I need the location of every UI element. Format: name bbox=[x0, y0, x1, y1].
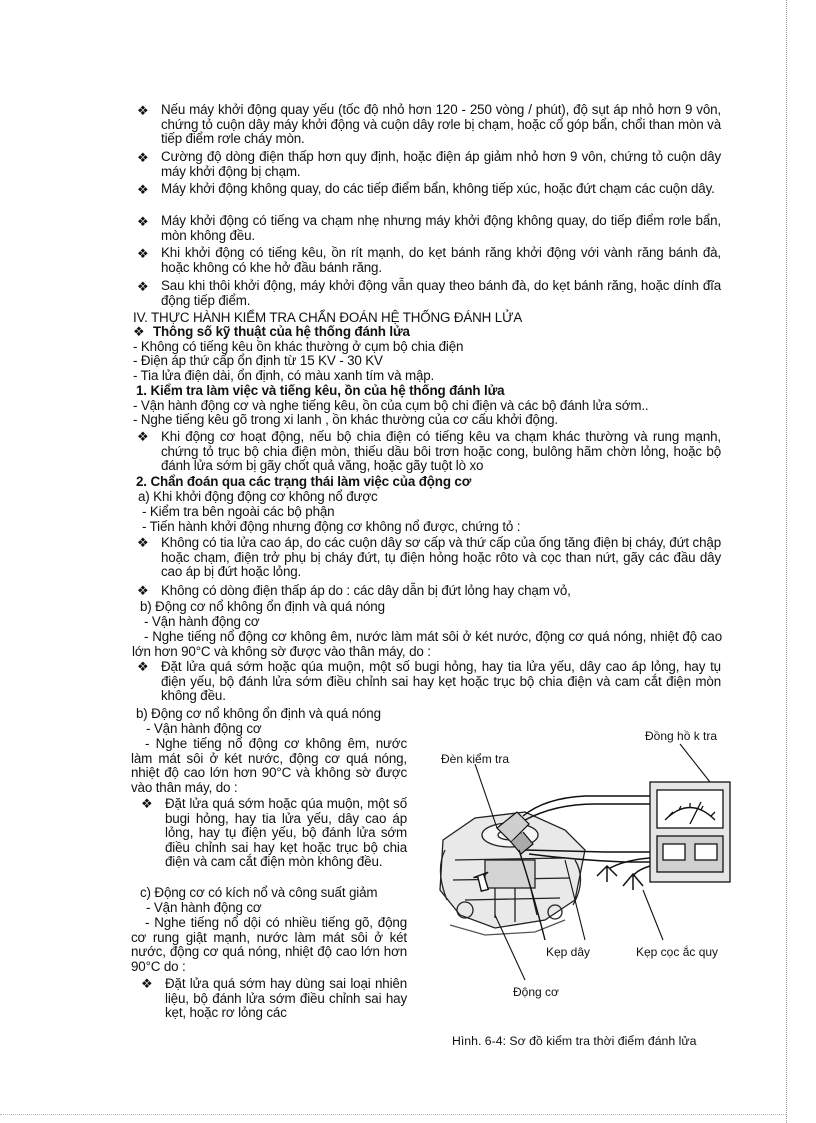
left-b-bullet: Đặt lửa quá sớm hoặc qúa muộn, một số bugi hỏng, hay tia lửa yếu, dây cao áp lỏng, hay tụ điện yếu, bộ đánh lửa sớm điều chỉnh sai hay kẹt hoặc trục bộ chia điện và cam cắt điện mòn không đều. bbox=[165, 796, 407, 870]
bullet-icon: ❖ bbox=[137, 214, 149, 229]
bullet-icon: ❖ bbox=[137, 659, 149, 674]
diagnose-a-bullet-2: Không có dòng điện thấp áp do : các dây dẫn bị đứt lỏng hay chạm vỏ, bbox=[161, 583, 571, 598]
specs-heading: Thông số kỹ thuật của hệ thống đánh lửa bbox=[153, 324, 410, 339]
bullet-icon: ❖ bbox=[137, 279, 149, 294]
bullet-icon: ❖ bbox=[133, 324, 145, 339]
bullet-icon: ❖ bbox=[137, 429, 149, 444]
left-c-item-2: - Nghe tiếng nổ dội có nhiều tiếng gõ, động cơ rung giật mạnh, nước làm mát sôi ở két nước, động cơ quá nóng, nhiệt độ cao lớn hơn 90°C do : bbox=[131, 915, 407, 974]
section-iv-title: IV. THỰC HÀNH KIỂM TRA CHẨN ĐOÁN HỆ THỐNG ĐÁNH LỬA bbox=[133, 310, 523, 325]
intro-bullet-2: Cường độ dòng điện thấp hơn quy định, hoặc điện áp giảm nhỏ hơn 9 vôn, chứng tỏ cuộn dây máy khởi động bị chạm. bbox=[161, 149, 721, 179]
left-c-title: c) Động cơ có kích nổ và công suất giảm bbox=[140, 885, 378, 900]
left-b-item-2: - Nghe tiếng nổ động cơ không êm, nước làm mát sôi ở két nước, động cơ quá nóng, nhiệt độ cao lớn hơn 90°C và không sờ được vào thân máy, do : bbox=[131, 736, 407, 795]
intro-bullet-6: Sau khi thôi khởi động, máy khởi động vẫn quay theo bánh đà, do kẹt bánh răng, hoặc dính đĩa động tiếp điểm. bbox=[161, 278, 721, 308]
check-noise-item-1: - Vận hành động cơ và nghe tiếng kêu, ồn của cụm bộ chi điện và các bộ đánh lửa sớm.. bbox=[133, 398, 649, 413]
bullet-icon: ❖ bbox=[141, 976, 153, 991]
meter-device bbox=[650, 782, 730, 882]
page-border-right bbox=[786, 0, 787, 1123]
spec-item-1: - Không có tiếng kêu ồn khác thường ở cụm bộ chia điện bbox=[133, 339, 464, 354]
bullet-icon: ❖ bbox=[137, 103, 149, 118]
bullet-icon: ❖ bbox=[137, 583, 149, 598]
diagnose-a-title: a) Khi khởi động động cơ không nổ được bbox=[138, 489, 378, 504]
intro-bullet-5: Khi khởi động có tiếng kêu, ồn rít mạnh, do kẹt bánh răng khởi động với vành răng bánh đà, hoặc không có khe hở đầu bánh răng. bbox=[161, 245, 721, 275]
label-lamp: Đèn kiểm tra bbox=[441, 752, 510, 766]
check-noise-heading: 1. Kiểm tra làm việc và tiếng kêu, ồn của hệ thống đánh lửa bbox=[136, 383, 505, 398]
intro-bullet-3: Máy khởi động không quay, do các tiếp điểm bẩn, không tiếp xúc, hoặc đứt chạm các cuộn dây. bbox=[161, 181, 715, 196]
check-noise-item-2: - Nghe tiếng kêu gõ trong xi lanh , ồn khác thường của cơ cấu khởi động. bbox=[133, 412, 558, 427]
diagnose-a-item-1: - Kiểm tra bên ngoài các bộ phận bbox=[142, 504, 335, 519]
diagnose-b-title: b) Động cơ nổ không ổn định và quá nóng bbox=[140, 599, 385, 614]
check-noise-bullet: Khi động cơ hoạt động, nếu bộ chia điện có tiếng kêu va chạm khác thường và rung mạnh, chứng tỏ trục bộ chia điện mòn, thiếu dầu bôi trơn hoặc cong, bulông hãm chờn lỏng, hoặc bộ đánh lửa sớm bị gãy chốt quả văng, hoặc gãy tuột lò xo bbox=[161, 429, 721, 474]
diagnose-a-bullet-1: Không có tia lửa cao áp, do các cuộn dây sơ cấp và thứ cấp của ống tăng điện bị cháy, đứt chập hoặc chạm, điện trở phụ bị cháy đứt, tụ điện hỏng hoặc rôto và cọc than nứt, gãy các đầu dây cao áp bị đứt hoặc lỏng. bbox=[161, 535, 721, 580]
bullet-icon: ❖ bbox=[137, 535, 149, 550]
diagnose-b-item-1: - Vận hành động cơ bbox=[144, 614, 260, 629]
bullet-icon: ❖ bbox=[137, 150, 149, 165]
spec-item-3: - Tia lửa điện dài, ổn định, có màu xanh tím và mập. bbox=[133, 368, 435, 383]
battery-clips bbox=[597, 858, 650, 890]
intro-bullet-4: Máy khởi động có tiếng va chạm nhẹ nhưng máy khởi động không quay, do tiếp điểm rơle bẩn, mòn không đều. bbox=[161, 213, 721, 243]
left-b-title: b) Động cơ nổ không ổn định và quá nóng bbox=[136, 706, 381, 721]
diagnose-b-item-2: - Nghe tiếng nổ động cơ không êm, nước làm mát sôi ở két nước, động cơ quá nóng, nhiệt độ cao lớn hơn 90°C và không sờ được vào thân máy, do : bbox=[132, 629, 722, 659]
bullet-icon: ❖ bbox=[137, 182, 149, 197]
left-b-item-1: - Vận hành động cơ bbox=[146, 721, 262, 736]
label-meter: Đồng hồ k tra bbox=[645, 729, 718, 743]
bullet-icon: ❖ bbox=[141, 796, 153, 811]
label-clip: Kẹp dây bbox=[546, 945, 591, 959]
label-battery-clip: Kẹp cọc ắc quy bbox=[636, 945, 719, 959]
left-c-item-1: - Vận hành động cơ bbox=[146, 900, 262, 915]
left-c-bullet: Đặt lửa quá sớm hay dùng sai loại nhiên liệu, bộ đánh lửa sớm điều chỉnh sai hay kẹt, hoặc rơ lỏng các bbox=[165, 976, 407, 1021]
bullet-icon: ❖ bbox=[137, 246, 149, 261]
label-engine: Động cơ bbox=[513, 985, 559, 999]
figure-caption: Hình. 6-4: Sơ đồ kiểm tra thời điểm đánh lửa bbox=[452, 1034, 697, 1048]
page-border-bottom bbox=[0, 1114, 786, 1115]
diagnose-heading: 2. Chẩn đoán qua các trạng thái làm việc của động cơ bbox=[136, 474, 472, 489]
diagnose-b-bullet: Đặt lửa quá sớm hoặc qúa muộn, một số bugi hỏng, hay tia lửa yếu, dây cao áp lỏng, hay tụ điện yếu, bộ đánh lửa sớm điều chỉnh sai hay kẹt hoặc trục bộ chia điện và cam cắt điện mòn không đều. bbox=[161, 659, 721, 704]
intro-bullet-1: Nếu máy khởi động quay yếu (tốc độ nhỏ hơn 120 - 250 vòng / phút), độ sụt áp nhỏ hơn 9 vôn, chứng tỏ cuộn dây máy khởi động và cuộn dây rơle bị chạm, hoặc cổ góp bẩn, chổi than mòn và tiếp điểm rơle cháy mòn. bbox=[161, 102, 721, 147]
spec-item-2: - Điện áp thứ cấp ổn định từ 15 KV - 30 KV bbox=[133, 353, 383, 368]
figure-drawing bbox=[425, 740, 755, 1000]
diagnose-a-item-2: - Tiến hành khởi động nhưng động cơ không nổ được, chứng tỏ : bbox=[142, 519, 521, 534]
